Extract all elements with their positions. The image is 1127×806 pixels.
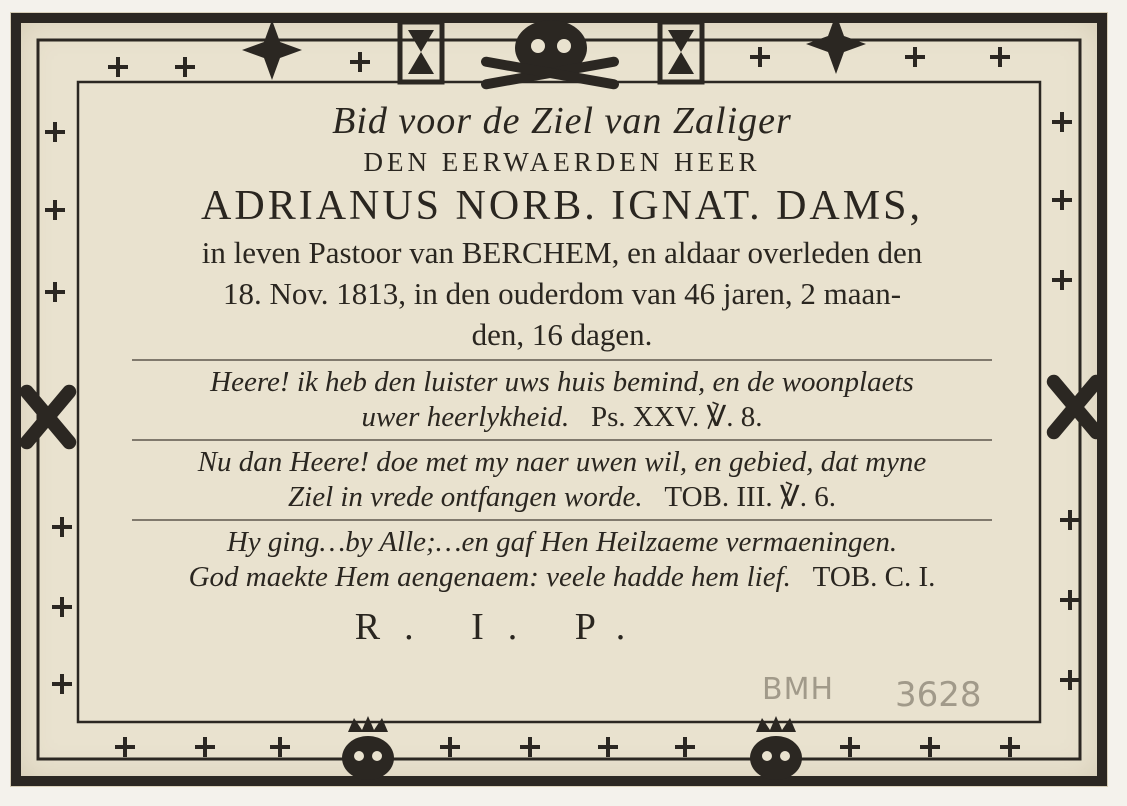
biography-line-3: den, 16 dagen. bbox=[471, 317, 653, 352]
small-cross-icon bbox=[108, 57, 128, 77]
small-cross-icon bbox=[195, 737, 215, 757]
biography-line-2: 18. Nov. 1813, in den ouderdom van 46 jaren, 2 maan- bbox=[222, 276, 902, 311]
small-cross-icon bbox=[52, 517, 72, 537]
small-cross-icon bbox=[52, 674, 72, 694]
small-cross-icon bbox=[750, 47, 770, 67]
archive-pencil-number: 3628 bbox=[895, 675, 982, 715]
small-cross-icon bbox=[1052, 190, 1072, 210]
small-cross-icon bbox=[1000, 737, 1020, 757]
quote-2-line-2 bbox=[82, 480, 1042, 515]
small-cross-icon bbox=[905, 47, 925, 67]
separator bbox=[132, 359, 992, 361]
quote-2-reference: TOB. III. ℣. 6. bbox=[664, 481, 836, 513]
memorial-card bbox=[10, 12, 1108, 787]
card-text bbox=[82, 98, 1042, 651]
quote-1-text-end: uwer heerlykheid. bbox=[361, 401, 570, 433]
small-cross-icon bbox=[840, 737, 860, 757]
small-cross-icon bbox=[1052, 270, 1072, 290]
small-cross-icon bbox=[350, 52, 370, 72]
title-line: DEN EERWAERDEN HEER bbox=[363, 147, 761, 177]
small-cross-icon bbox=[1060, 590, 1080, 610]
prayer-heading: Bid voor de Ziel van Zaliger bbox=[332, 100, 792, 142]
quote-3-line-2 bbox=[82, 560, 1042, 595]
separator bbox=[132, 519, 992, 521]
small-cross-icon bbox=[1060, 670, 1080, 690]
rip-closing: R. I. P. bbox=[354, 606, 650, 648]
small-cross-icon bbox=[45, 282, 65, 302]
quote-3-line-1: Hy ging…by Alle;…en gaf Hen Heilzaeme vermaeningen. bbox=[226, 526, 898, 558]
small-cross-icon bbox=[1052, 112, 1072, 132]
small-cross-icon bbox=[920, 737, 940, 757]
small-cross-icon bbox=[45, 200, 65, 220]
small-cross-icon bbox=[175, 57, 195, 77]
quote-1-line-2 bbox=[82, 400, 1042, 435]
small-cross-icon bbox=[520, 737, 540, 757]
biography-line-1: in leven Pastoor van BERCHEM, en aldaar overleden den bbox=[201, 235, 923, 270]
quote-3-reference: TOB. C. I. bbox=[812, 561, 936, 593]
deceased-name: ADRIANUS NORB. IGNAT. DAMS, bbox=[201, 183, 923, 229]
small-cross-icon bbox=[270, 737, 290, 757]
archive-pencil-prefix: BMH bbox=[762, 672, 835, 707]
small-cross-icon bbox=[598, 737, 618, 757]
small-cross-icon bbox=[675, 737, 695, 757]
separator bbox=[132, 439, 992, 441]
quote-1-reference: Ps. XXV. ℣. 8. bbox=[590, 401, 763, 433]
small-cross-icon bbox=[990, 47, 1010, 67]
small-cross-icon bbox=[115, 737, 135, 757]
small-cross-icon bbox=[440, 737, 460, 757]
small-cross-icon bbox=[1060, 510, 1080, 530]
small-cross-icon bbox=[45, 122, 65, 142]
quote-2-text-end: Ziel in vrede ontfangen worde. bbox=[288, 481, 643, 513]
quote-3-text-end: God maekte Hem aengenaem: veele hadde hem lief. bbox=[188, 561, 791, 593]
quote-1-line-1: Heere! ik heb den luister uws huis bemind, en de woonplaets bbox=[210, 366, 914, 398]
quote-2-line-1: Nu dan Heere! doe met my naer uwen wil, en gebied, dat myne bbox=[197, 446, 927, 478]
